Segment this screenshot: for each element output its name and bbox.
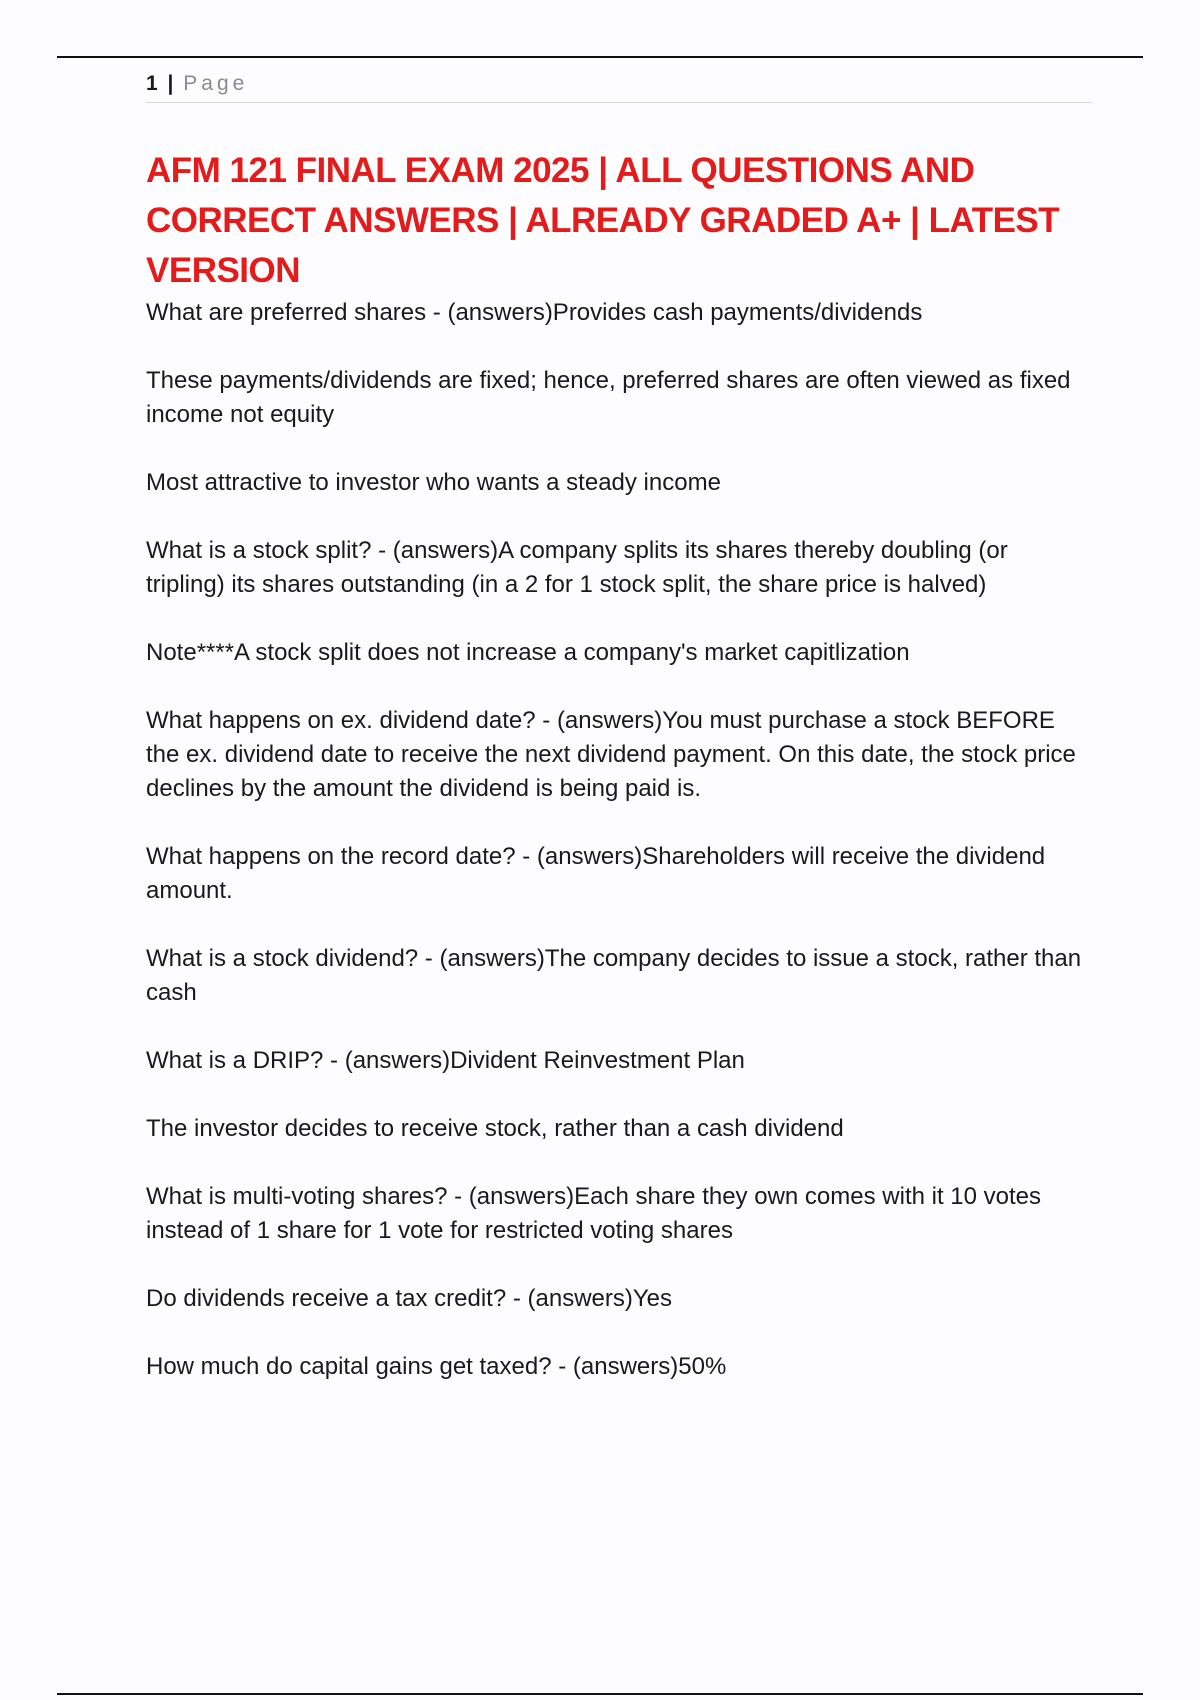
document-title: AFM 121 FINAL EXAM 2025 | ALL QUESTIONS AND CORRECT ANSWERS | ALREADY GRADED A+ | LATEST VERSION (146, 151, 1060, 290)
top-divider (57, 56, 1143, 58)
document-content (146, 146, 1092, 1418)
qa-paragraph: Most attractive to investor who wants a steady income (146, 469, 721, 496)
qa-paragraph: What is multi-voting shares? - (answers)Each share they own comes with it 10 votes instead of 1 share for 1 vote for restricted voting shares (146, 1183, 1042, 1244)
qa-paragraph: Note****A stock split does not increase a company's market capitlization (146, 639, 910, 666)
page-number: 1 (146, 72, 158, 95)
qa-paragraph: What happens on the record date? - (answers)Shareholders will receive the dividend amount. (146, 843, 1046, 904)
page-header (146, 70, 1092, 103)
qa-paragraph: What happens on ex. dividend date? - (answers)You must purchase a stock BEFORE the ex. dividend date to receive the next dividend payment. On this date, the stock price declines by the amount the dividend is being paid is. (146, 707, 1076, 802)
qa-paragraph: Do dividends receive a tax credit? - (answers)Yes (146, 1285, 673, 1312)
qa-paragraph: The investor decides to receive stock, rather than a cash dividend (146, 1115, 844, 1142)
qa-list (146, 296, 1092, 1384)
page-header-separator: | (167, 72, 174, 95)
qa-paragraph: How much do capital gains get taxed? - (answers)50% (146, 1353, 727, 1380)
qa-paragraph: What is a stock dividend? - (answers)The company decides to issue a stock, rather than cash (146, 945, 1082, 1006)
qa-paragraph: What is a DRIP? - (answers)Divident Reinvestment Plan (146, 1047, 745, 1074)
qa-paragraph: What are preferred shares - (answers)Provides cash payments/dividends (146, 299, 923, 326)
bottom-divider (57, 1693, 1143, 1695)
qa-paragraph: What is a stock split? - (answers)A company splits its shares thereby doubling (or tripling) its shares outstanding (in a 2 for 1 stock split, the share price is halved) (146, 537, 1008, 598)
page-label: Page (183, 72, 249, 95)
qa-paragraph: These payments/dividends are fixed; hence, preferred shares are often viewed as fixed income not equity (146, 367, 1071, 428)
